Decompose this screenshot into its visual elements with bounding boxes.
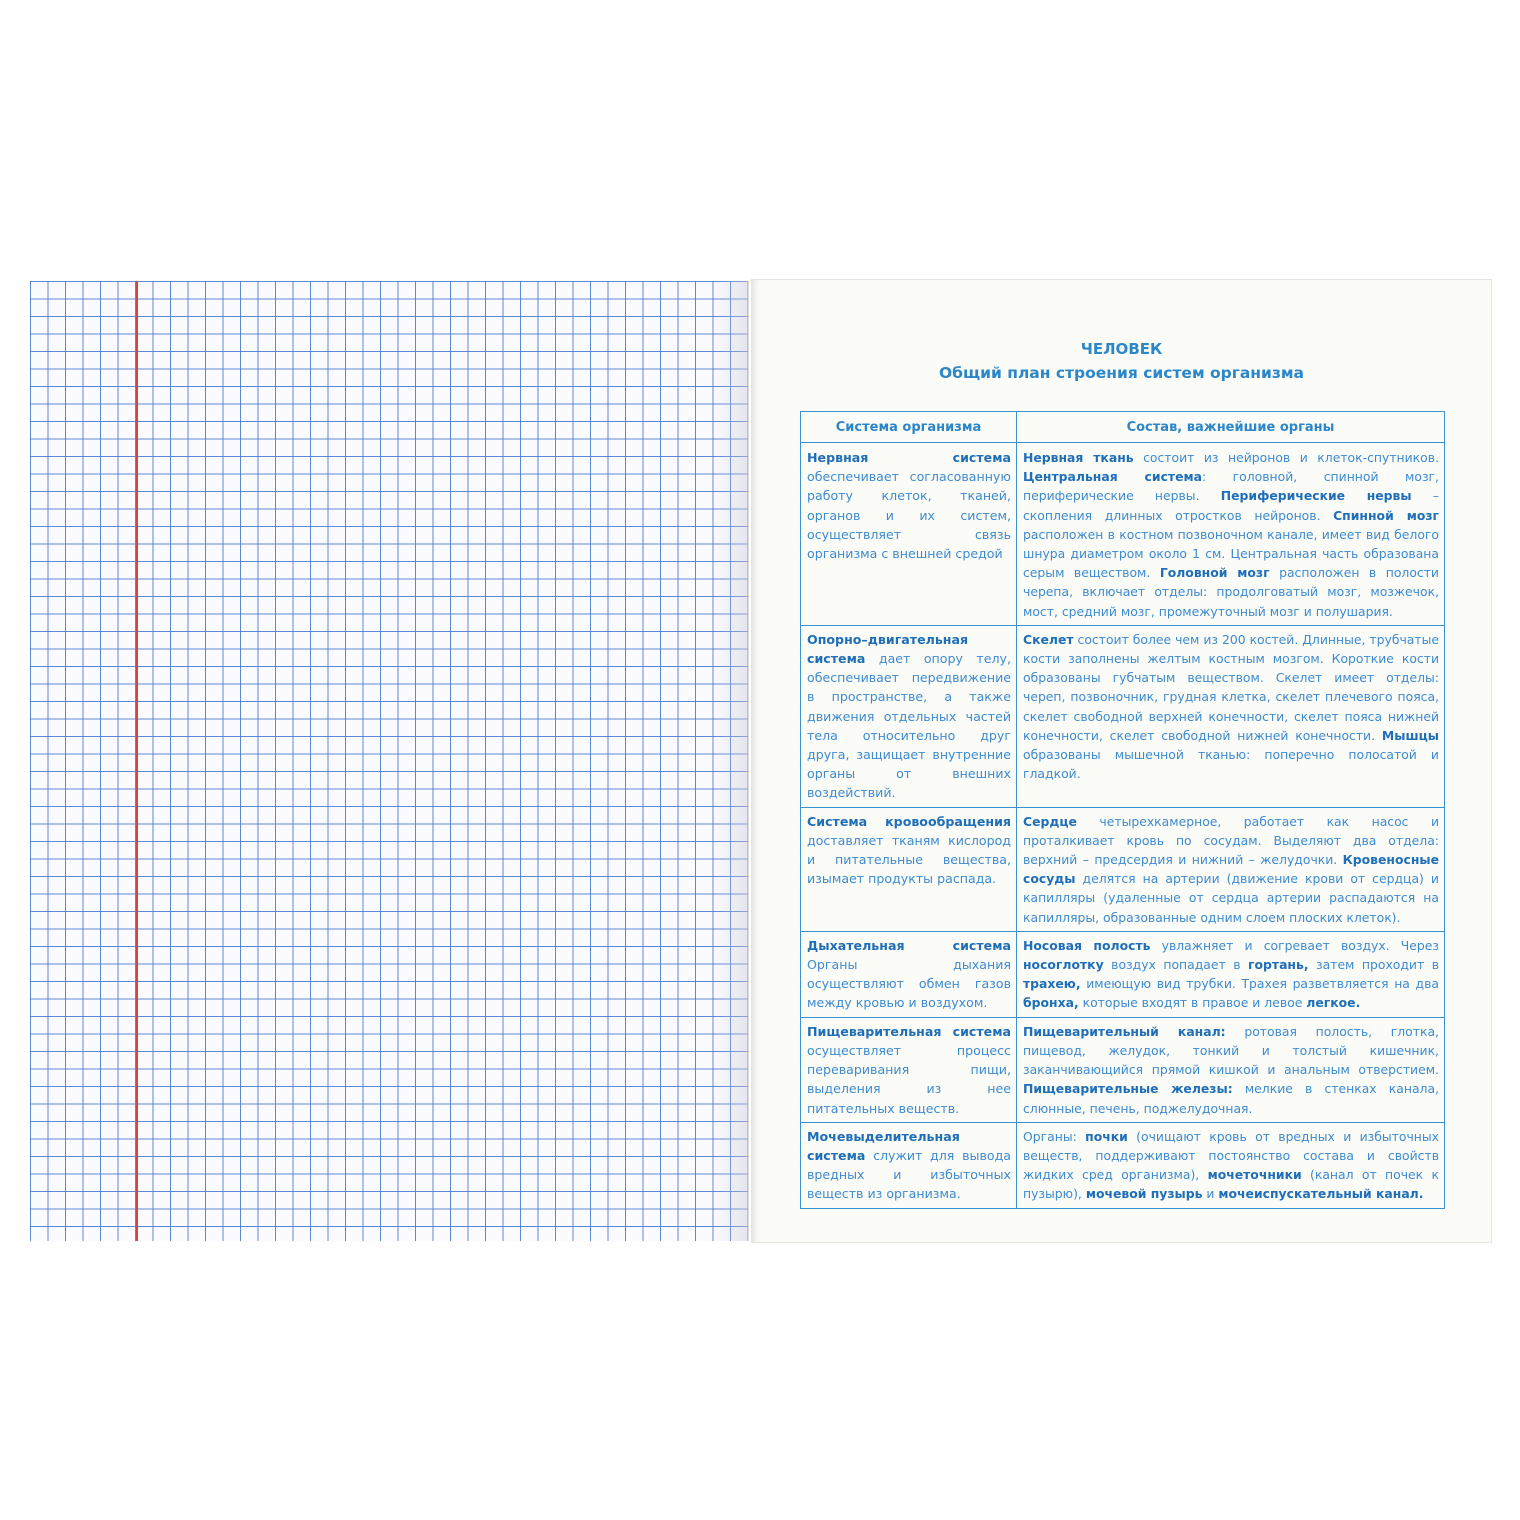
organ-term: Кровеносные сосуды <box>1023 852 1439 887</box>
organ-term: мочеточники <box>1207 1167 1302 1183</box>
organ-term: Мышцы <box>1381 727 1439 743</box>
system-name: Пищеварительная система <box>807 1023 1011 1039</box>
composition-text: имеющую вид трубки. Трахея разветвляется на два <box>1080 976 1439 992</box>
system-description: доставляет тканям кислород и питательные вещества, изымает продукты распада. <box>807 832 1011 887</box>
composition-cell <box>1017 443 1445 626</box>
composition-text: мелкие в стенках канала, слюнные, печень, поджелудочная. <box>1023 1081 1439 1116</box>
composition-cell <box>1017 807 1445 931</box>
system-cell <box>801 931 1017 1017</box>
system-name: Система кровообращения <box>807 813 1011 829</box>
organ-term: почки <box>1085 1128 1128 1144</box>
composition-text: Органы: <box>1023 1128 1086 1144</box>
organ-term: гортань, <box>1248 957 1309 973</box>
system-description: обеспечивает согласованную работу клеток, тканей, органов и их систем, осуществляет связь организма с внешней средой <box>807 469 1011 562</box>
table-row <box>801 1122 1444 1207</box>
column-header-composition: Состав, важнейшие органы <box>1017 412 1445 443</box>
composition-text: делятся на артерии (движение крови от сердца) и капилляры (удаленные от сердца артерии распадаются на капилляры, образованные одним слоем плоских клеток). <box>1023 871 1439 925</box>
organ-term: мочеиспускательный канал. <box>1218 1186 1424 1202</box>
composition-text: состоит из нейронов и клеток-спутников. <box>1133 450 1439 465</box>
composition-text: затем проходит в <box>1308 957 1439 973</box>
table-body <box>801 443 1444 1208</box>
page-title: ЧЕЛОВЕК <box>1080 340 1163 358</box>
composition-cell <box>1017 1122 1445 1207</box>
system-cell <box>801 1017 1017 1122</box>
organ-term: Пищеварительный канал: <box>1023 1023 1226 1039</box>
composition-text: четырехкамерное, работает как насос и проталкивает кровь по сосудам. Выделяют два отдела: верхний – предсердия и нижний – желудочки. <box>1023 813 1439 868</box>
system-name: Дыхательная система <box>807 937 1011 953</box>
composition-text: расположен в костном позвоночном канале, имеет вид белого шнура диаметром около 1 см. Центральная часть образована серым веществом. <box>1023 526 1439 581</box>
table-row <box>801 1017 1444 1122</box>
composition-cell <box>1017 625 1445 807</box>
column-header-system: Система организма <box>801 412 1017 443</box>
system-name: Нервная система <box>807 450 1011 465</box>
composition-text: образованы мышечной тканью: поперечно полосатой и гладкой. <box>1023 747 1439 782</box>
organ-term: бронха, <box>1023 995 1079 1011</box>
organ-term: Центральная система <box>1023 469 1202 485</box>
composition-text: (канал от почек к пузырю), <box>1023 1167 1439 1202</box>
composition-text: увлажняет и согревает воздух. Через <box>1150 937 1440 953</box>
composition-text: (очищают кровь от вредных и избыточных веществ, поддерживают постоянство состава и свойств жидких сред организма), <box>1023 1128 1439 1183</box>
organ-term: Спинной мозг <box>1333 507 1440 523</box>
organ-term: легкое. <box>1306 995 1361 1011</box>
composition-cell <box>1017 1017 1445 1122</box>
organ-term: мочевой пузырь <box>1085 1186 1203 1202</box>
system-cell <box>801 443 1017 626</box>
composition-text: которые входят в правое и левое <box>1078 995 1307 1011</box>
composition-text: – скопления длинных отростков нейронов. <box>1023 488 1439 523</box>
composition-text: : головной, спинной мозг, периферические нервы. <box>1023 469 1439 504</box>
table-row <box>801 443 1444 626</box>
organ-term: Периферические нервы <box>1220 488 1412 504</box>
system-description: Органы дыхания осуществляют обмен газов между кровью и воздухом. <box>807 957 1011 1011</box>
system-description: дает опору телу, обеспечивает передвижение в пространстве, а также движения отдельных частей тела относительно друг друга, защищает внутренние органы от внешних воздействий. <box>807 651 1011 801</box>
composition-text: ротовая полость, глотка, пищевод, желудок, тонкий и толстый кишечник, заканчивающийся прямой кишкой и анальным отверстием. <box>1023 1023 1439 1078</box>
system-description: служит для вывода вредных и избыточных веществ из организма. <box>807 1147 1011 1202</box>
composition-text: расположен в полости черепа, включает отделы: продолговатый мозг, мозжечок, мост, средний мозг, промежуточный мозг и полушария. <box>1023 565 1439 619</box>
table-row <box>801 625 1444 807</box>
organ-systems-table <box>800 411 1445 1209</box>
organ-term: Скелет <box>1023 631 1074 647</box>
organ-term: Пищеварительные железы: <box>1023 1081 1233 1097</box>
table-header-row <box>801 412 1444 443</box>
system-name: Мочевыделительная система <box>807 1128 960 1163</box>
system-cell <box>801 807 1017 931</box>
composition-text: состоит более чем из 200 костей. Длинные, трубчатые кости заполнены желтым костным мозгом. Короткие кости образованы губчатым веществом. Скелет имеет отделы: череп, позвоночник, грудная клетка, скелет плечевого пояса, скелет свободной верхней конечности, скелет пояса нижней конечности, скелет свободной нижней конечности. <box>1023 631 1439 743</box>
table-row <box>801 807 1444 931</box>
reference-page <box>751 279 1492 1243</box>
table-row <box>801 931 1444 1017</box>
system-description: осуществляет процесс переваривания пищи, выделения из нее питательных веществ. <box>807 1042 1011 1116</box>
page-fold-shadow <box>712 281 748 1241</box>
system-cell <box>801 1122 1017 1207</box>
organ-term: Головной мозг <box>1159 565 1270 581</box>
margin-line <box>136 281 138 1241</box>
page-subtitle: Общий план строения систем организма <box>938 364 1305 382</box>
composition-text: и <box>1202 1186 1219 1202</box>
organ-term: носоглотку <box>1023 957 1104 973</box>
system-cell <box>801 625 1017 807</box>
composition-cell <box>1017 931 1445 1017</box>
organ-term: Нервная ткань <box>1023 450 1134 465</box>
system-name: Опорно–двигательная система <box>807 631 969 667</box>
graph-paper-page <box>30 281 749 1241</box>
organ-term: Носовая полость <box>1023 937 1151 953</box>
organ-term: трахею, <box>1023 976 1081 992</box>
composition-text: воздух попадает в <box>1103 957 1249 973</box>
organ-term: Сердце <box>1023 813 1077 829</box>
